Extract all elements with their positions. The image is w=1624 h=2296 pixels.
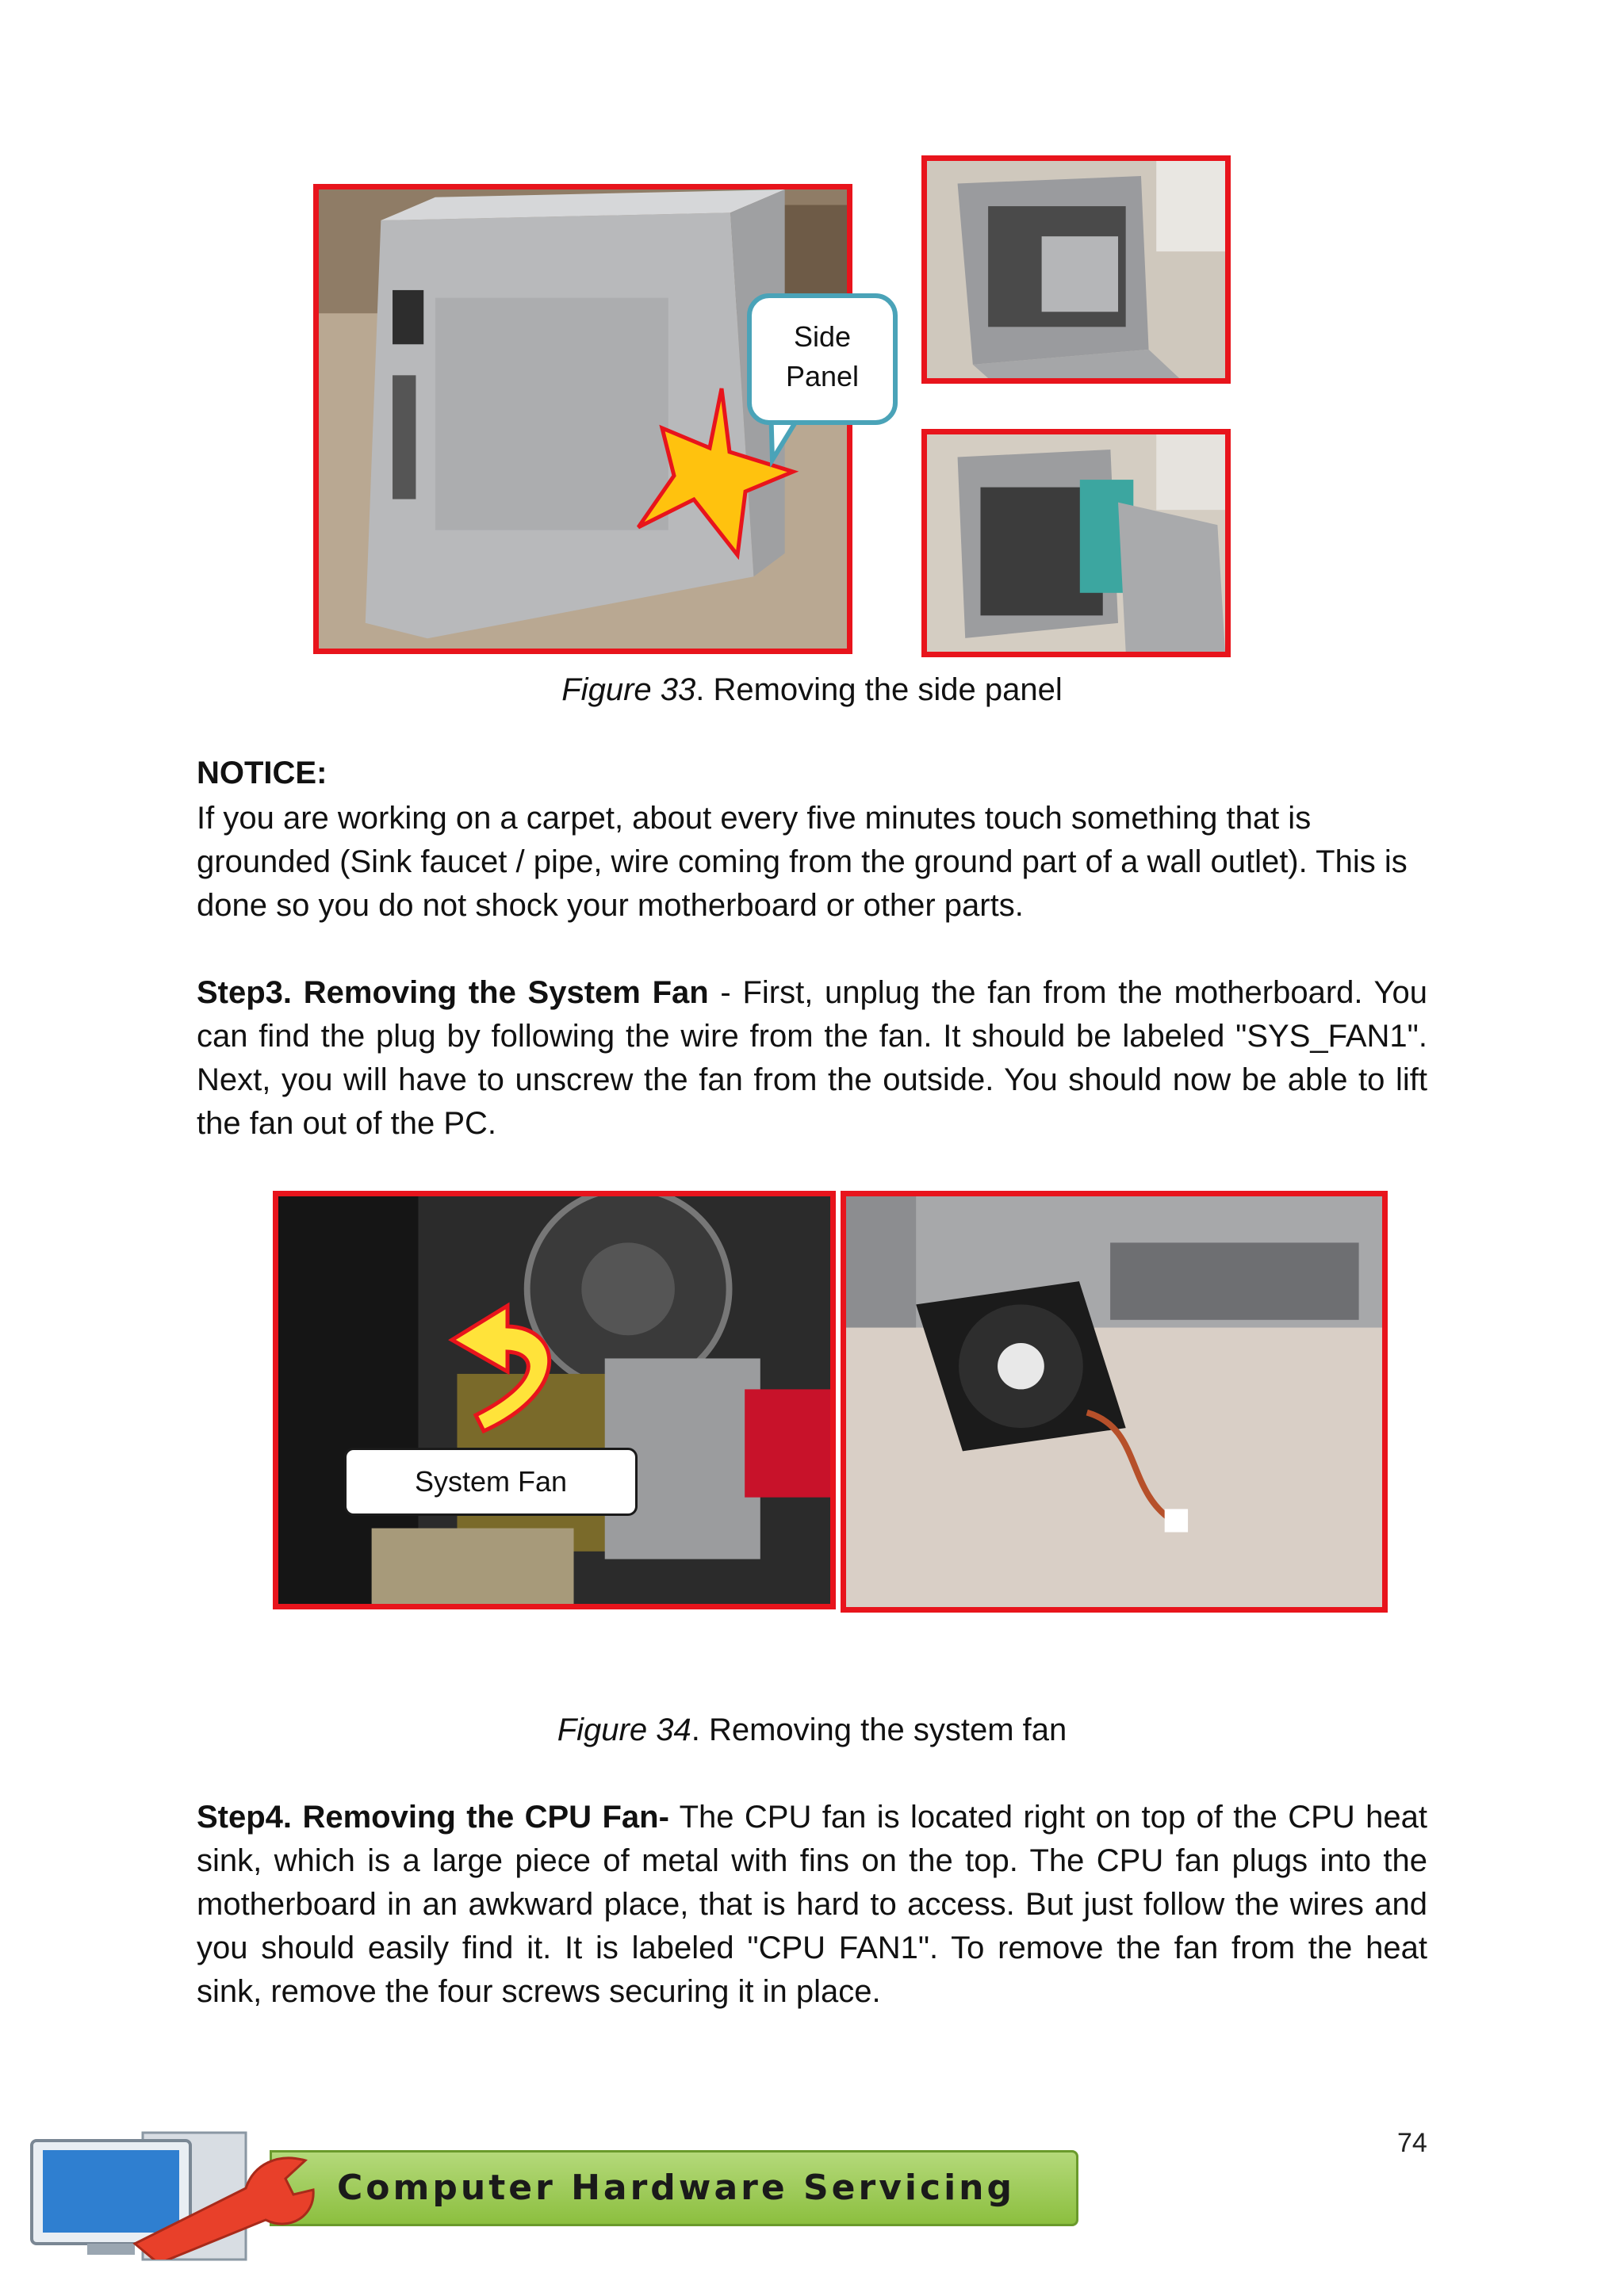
photo-case-open-top bbox=[921, 155, 1231, 384]
notice-text: If you are working on a carpet, about every five minutes touch something that is grounded (Sink faucet / pipe, wire coming from the ground part of a wall outlet). This is done so you do not shock your motherboard or other parts. bbox=[197, 801, 1408, 923]
step4-heading: Step4. Removing the CPU Fan- bbox=[197, 1800, 669, 1835]
wrench-icon bbox=[119, 2141, 325, 2260]
photo-case-open-bottom bbox=[921, 429, 1231, 657]
callout-line-1: Side bbox=[793, 320, 852, 353]
step3-paragraph bbox=[197, 971, 1427, 1146]
callout-side-panel bbox=[747, 293, 898, 425]
page-number: 74 bbox=[1397, 2128, 1427, 2158]
step3-heading: Step3. Removing the System Fan bbox=[197, 975, 709, 1010]
photo-system-fan-removed bbox=[841, 1191, 1388, 1613]
step4-text: The CPU fan is located right on top of the CPU heat sink, which is a large piece of metal with fins on the top. The CPU fan plugs into the motherboard in an awkward place, that is hard to access. But just follow the wires and you should easily find it. It is labeled "CPU FAN1". To remove the fan from the heat sink, remove the four screws securing it in place. bbox=[197, 1800, 1427, 2009]
figure-34-caption bbox=[0, 1712, 1624, 1748]
figure-33-text: . Removing the side panel bbox=[695, 672, 1063, 707]
curved-arrow-icon bbox=[444, 1296, 579, 1439]
figure-34-label: Figure 34 bbox=[557, 1712, 691, 1747]
figure-33-label: Figure 33 bbox=[561, 672, 696, 707]
figure-33-caption bbox=[0, 672, 1624, 708]
footer-banner bbox=[24, 2109, 1078, 2267]
callout-system-fan: System Fan bbox=[344, 1448, 638, 1516]
notice-title: NOTICE: bbox=[197, 756, 327, 790]
step3-text: - First, unplug the fan from the motherboard. You can find the plug by following the wire from the fan. It should be labeled "SYS_FAN1". Next, you will have to unscrew the fan from the outside. You should now be able to lift the fan out of the PC. bbox=[197, 975, 1427, 1141]
figure-34-text: . Removing the system fan bbox=[691, 1712, 1067, 1747]
step4-paragraph bbox=[197, 1796, 1427, 2014]
footer-title: Computer Hardware Servicing bbox=[337, 2168, 1015, 2208]
callout-line-2: Panel bbox=[785, 360, 860, 392]
